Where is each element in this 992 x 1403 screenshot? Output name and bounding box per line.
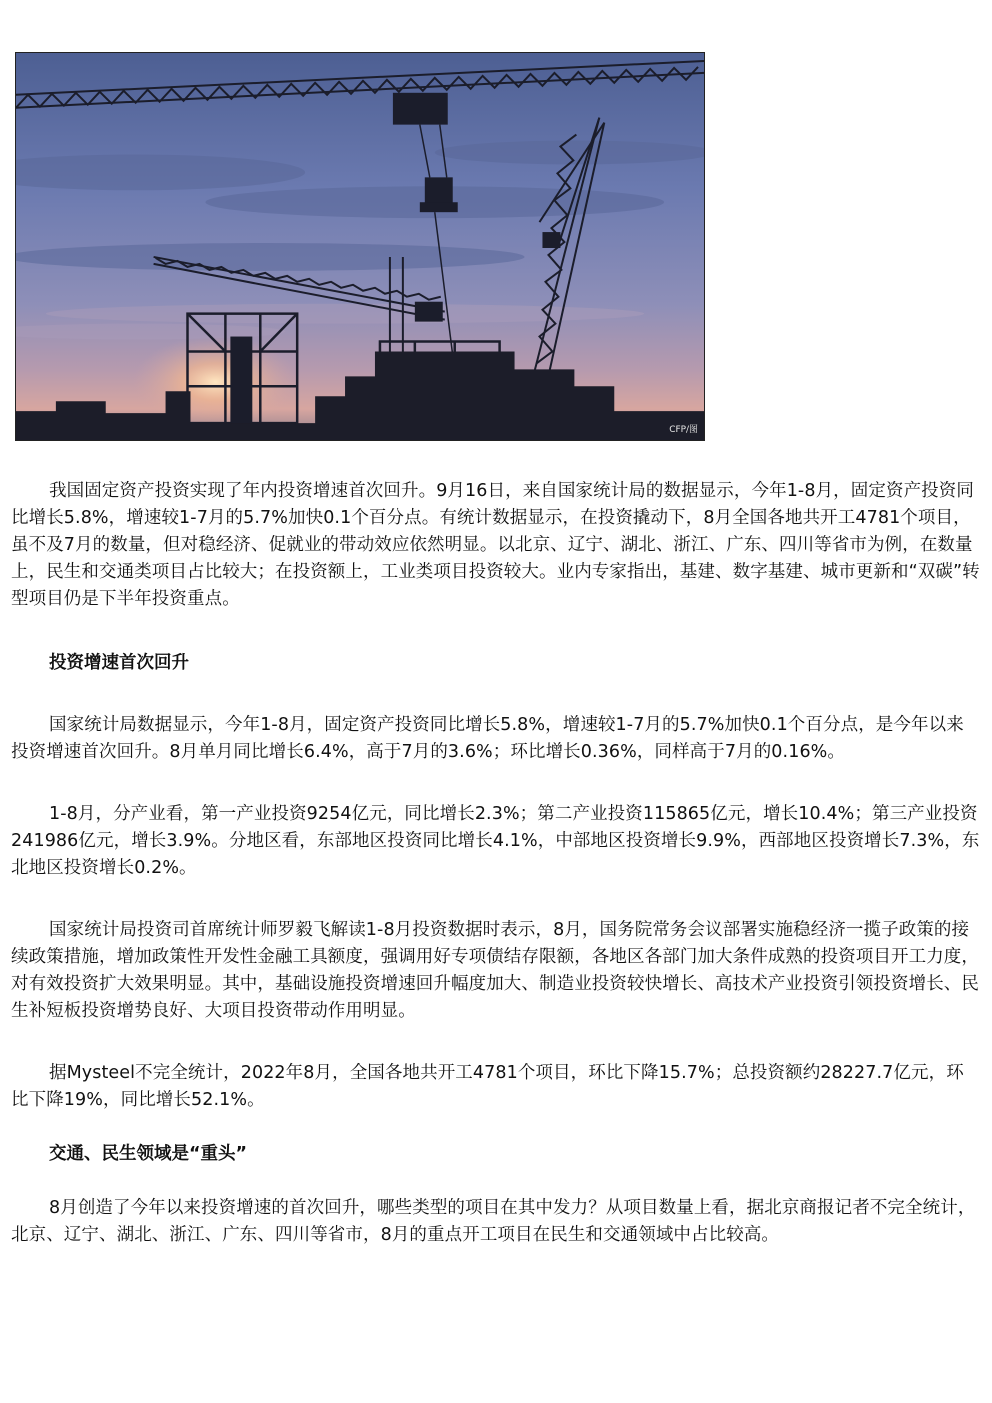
- paragraph-project-types: 8月创造了今年以来投资增速的首次回升，哪些类型的项目在其中发力？从项目数量上看，据北京商报记者不完全统计，北京、辽宁、湖北、浙江、广东、四川等省市，8月的重点开工项目在民生和交通领域中占比较高。: [11, 1198, 976, 1245]
- paragraph-intro: 我国固定资产投资实现了年内投资增速首次回升。9月16日，来自国家统计局的数据显示，今年1-8月，固定资产投资同比增长5.8%，增速较1-7月的5.7%加快0.1个百分点。有统计数据显示，在投资撬动下，8月全国各地共开工4781个项目，虽不及7月的数量，但对稳经济、促就业的带动效应依然明显。以北京、辽宁、湖北、浙江、广东、四川等省市为例，在数量上，民生和交通类项目占比较大；在投资额上，工业类项目投资较大。业内专家指出，基建、数字基建、城市更新和“双碳”转型项目仍是下半年投资重点。: [11, 481, 980, 609]
- paragraph-mysteel-statistics: 据Mysteel不完全统计，2022年8月，全国各地共开工4781个项目，环比下降15.7%；总投资额约28227.7亿元，环比下降19%，同比增长52.1%。: [11, 1063, 964, 1110]
- paragraph-industry-breakdown: 1-8月，分产业看，第一产业投资9254亿元，同比增长2.3%；第二产业投资115865亿元，增长10.4%；第三产业投资241986亿元，增长3.9%。分地区看，东部地区投资同比增长4.1%，中部地区投资增长9.9%，西部地区投资增长7.3%，东北地区投资增长0.2%。: [11, 804, 980, 878]
- paragraph-statistics: 国家统计局数据显示，今年1-8月，固定资产投资同比增长5.8%，增速较1-7月的5.7%加快0.1个百分点，是今年以来投资增速首次回升。8月单月同比增长6.4%，高于7月的3.6%；环比增长0.36%，同样高于7月的0.16%。: [11, 715, 964, 762]
- section-heading-transport-livelihood: 交通、民生领域是“重头”: [49, 1144, 248, 1164]
- article-body: [11, 478, 981, 1249]
- section-heading-investment-growth: 投资增速首次回升: [49, 653, 189, 673]
- photo-credit: CFP/图: [669, 425, 699, 436]
- construction-cranes-sunset-image: [16, 53, 704, 440]
- paragraph-expert-interpretation: 国家统计局投资司首席统计师罗毅飞解读1-8月投资数据时表示，8月，国务院常务会议部署实施稳经济一揽子政策的接续政策措施，增加政策性开发性金融工具额度，强调用好专项债结存限额，各地区各部门加大条件成熟的投资项目开工力度，对有效投资扩大效果明显。其中，基础设施投资增速回升幅度加大、制造业投资较快增长、高技术产业投资引领投资增长、民生补短板投资增势良好、大项目投资带动作用明显。: [11, 920, 979, 1021]
- construction-cranes-photo: [15, 52, 705, 441]
